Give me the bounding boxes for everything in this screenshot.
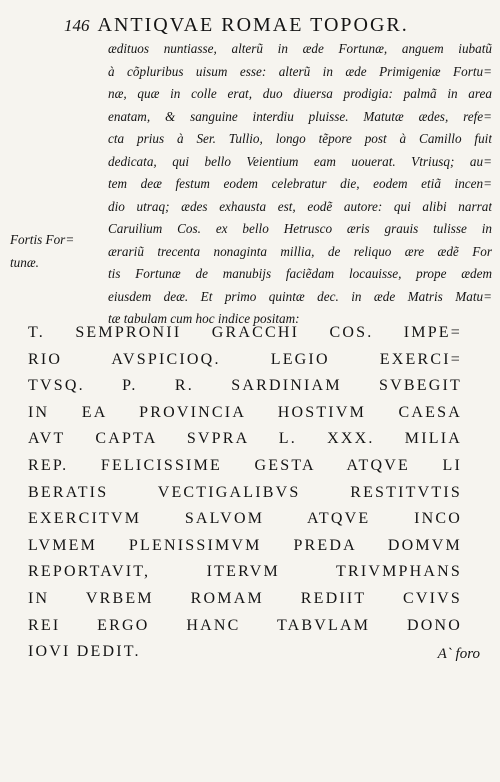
body-line: dio utraq; ædes exhausta est, eodẽ autore: qui alibi narrat [108,198,492,214]
inscription-line: IN EA PROVINCIA HOSTIVM CAESA [28,403,462,421]
running-title: ANTIQVAE ROMAE TOPOGR. [97,14,409,36]
inscription-line: EXERCITVM SALVOM ATQVE INCO [28,510,462,528]
catchword: A` foro [437,646,480,662]
body-line: tis Fortunæ de manubijs faciẽdam locauisse, prope ædem [108,266,492,281]
margin-note-line: Fortis For= [10,232,75,247]
body-line: Caruilium Cos. ex bello Hetrusco æris grauis tulisse in [108,221,492,236]
inscription [28,320,462,666]
running-head [64,14,409,37]
body-line: enatam, & sanguine interdiu pluisse. Matutæ ædes, refe= [108,108,492,124]
inscription-line: LVMEM PLENISSIMVM PREDA DOMVM [28,536,462,554]
body-line: ædituos nuntiasse, alterũ in æde Fortunæ, anguem iubatũ [108,41,492,56]
inscription-line: REPORTAVIT, ITERVM TRIVMPHANS [28,563,462,581]
inscription-line: REP. FELICISSIME GESTA ATQVE LI [28,456,462,474]
margin-note [10,229,104,274]
inscription-line: BERATIS VECTIGALIBVS RESTITVTIS [28,483,462,501]
body-line: ærariũ trecenta nonaginta millia, de reliquo ære ædẽ For [108,243,492,259]
body-line: tem deæ festum eodem celebratur die, eodem etiã incen= [108,176,492,191]
inscription-line: REI ERGO HANC TABVLAM DONO [28,616,462,634]
inscription-line: AVT CAPTA SVPRA L. XXX. MILIA [28,430,462,448]
inscription-line: RIO AVSPICIOQ. LEGIO EXERCI= [28,350,462,368]
inscription-line: TVSQ. P. R. SARDINIAM SVBEGIT [28,377,462,395]
margin-note-line: tunæ. [10,254,39,270]
body-line: tæ tabulam cum hoc indice positam: [108,311,300,326]
body-line: à cõpluribus uisum esse: alterũ in æde Primigeniæ Fortu= [108,63,492,79]
inscription-line: IOVI DEDIT. [28,643,141,661]
page-number: 146 [64,16,90,35]
body-line: eiusdem deæ. Et primo quintæ dec. in æde Matris Matu= [108,288,492,304]
body-line: cta prius à Ser. Tullio, longo tẽpore post à Camillo fuit [108,131,492,146]
body-line: næ, quæ in colle erat, duo diuersa prodigia: palmã in area [108,86,492,101]
body-line: dedicata, qui bello Veientium eam uouerat. Vtriusq; au= [108,153,492,169]
inscription-line: T. SEMPRONII GRACCHI COS. IMPE= [28,324,462,341]
inscription-line: IN VRBEM ROMAM REDIIT CVIVS [28,589,462,607]
body-paragraph [108,38,492,331]
